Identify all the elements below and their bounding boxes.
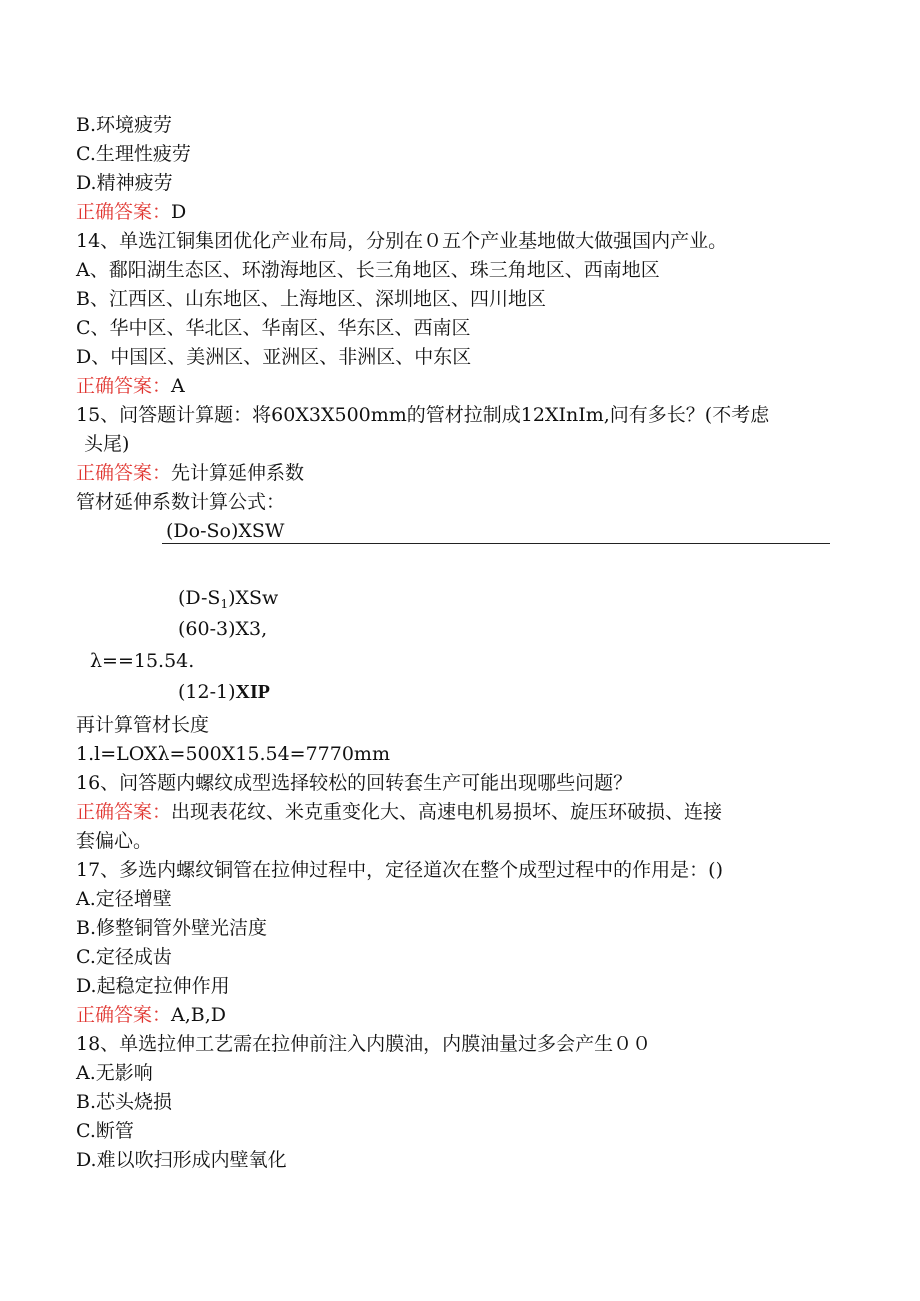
q14-option-c: C、华中区、华北区、华南区、华东区、西南区 [76, 317, 471, 339]
calc-denominator [178, 680, 270, 704]
denominator-subscript: 1 [220, 597, 229, 611]
answer-label: 正确答案： [76, 462, 172, 484]
length-calc: 1.l=LOXλ=500X15.54=7770mm [76, 743, 390, 765]
fraction-rule [162, 543, 830, 544]
q15-question-line2: 头尾) [84, 433, 130, 455]
q17-option-c: C.定径成齿 [76, 946, 172, 968]
q17-option-b: B.修整铜管外壁光洁度 [76, 917, 268, 939]
q16-answer-line2: 套偏心。 [76, 830, 153, 852]
denominator-pre: (D-S [178, 587, 221, 609]
q14-option-b: B、江西区、山东地区、上海地区、深圳地区、四川地区 [76, 288, 546, 310]
q14-option-d: D、中国区、美洲区、亚洲区、非洲区、中东区 [76, 346, 472, 368]
q17-option-d: D.起稳定拉伸作用 [76, 975, 230, 997]
calc-denominator-tail: XIP [235, 681, 270, 703]
q15-question-line1: 15、问答题计算题：将60X3X500mm的管材拉制成12XInIm,问有多长？(不考虑 [76, 404, 770, 426]
q15-answer [76, 461, 304, 485]
q13-option-b: B.环境疲劳 [76, 114, 173, 136]
q14-option-a: A、鄱阳湖生态区、环渤海地区、长三角地区、珠三角地区、西南地区 [76, 259, 660, 281]
denominator-post: )XSw [228, 587, 279, 609]
answer-label: 正确答案： [76, 375, 172, 397]
answer-value: A,B,D [171, 1004, 227, 1026]
answer-value: D [171, 201, 187, 223]
q18-option-c: C.断管 [76, 1120, 134, 1142]
formula-title: 管材延伸系数计算公式： [76, 491, 286, 513]
q13-answer [76, 200, 186, 224]
calc-denominator-pre: (12-1) [178, 681, 236, 703]
q17-question: 17、多选内螺纹铜管在拉伸过程中，定径道次在整个成型过程中的作用是：() [76, 859, 724, 881]
answer-label: 正确答案： [76, 1004, 172, 1026]
formula-denominator [178, 586, 278, 616]
answer-label: 正确答案： [76, 801, 172, 823]
length-title: 再计算管材长度 [76, 714, 210, 736]
q18-option-b: B.芯头烧损 [76, 1091, 173, 1113]
q13-option-c: C.生理性疲劳 [76, 143, 191, 165]
q18-option-a: A.无影响 [76, 1062, 153, 1084]
formula-numerator: (Do-So)XSW [166, 520, 285, 542]
lambda-result: λ==15.54. [90, 650, 195, 672]
q16-question: 16、问答题内螺纹成型选择较松的回转套生产可能出现哪些问题？ [76, 772, 633, 794]
q17-option-a: A.定径增壁 [76, 888, 172, 910]
q17-answer [76, 1003, 226, 1027]
q16-answer [76, 800, 722, 824]
q18-question: 18、单选拉伸工艺需在拉伸前注入内膜油，内膜油量过多会产生００ [76, 1033, 652, 1055]
calc-numerator: (60-3)X3, [178, 618, 268, 640]
answer-value: 先计算延伸系数 [171, 462, 305, 484]
answer-value: 出现表花纹、米克重变化大、高速电机易损坏、旋压环破损、连接 [171, 801, 723, 823]
q14-answer [76, 374, 185, 398]
answer-label: 正确答案： [76, 201, 172, 223]
q14-question: 14、单选江铜集团优化产业布局，分别在０五个产业基地做大做强国内产业。 [76, 230, 728, 252]
q13-option-d: D.精神疲劳 [76, 172, 173, 194]
q18-option-d: D.难以吹扫形成内壁氧化 [76, 1149, 287, 1171]
answer-value: A [171, 375, 185, 397]
